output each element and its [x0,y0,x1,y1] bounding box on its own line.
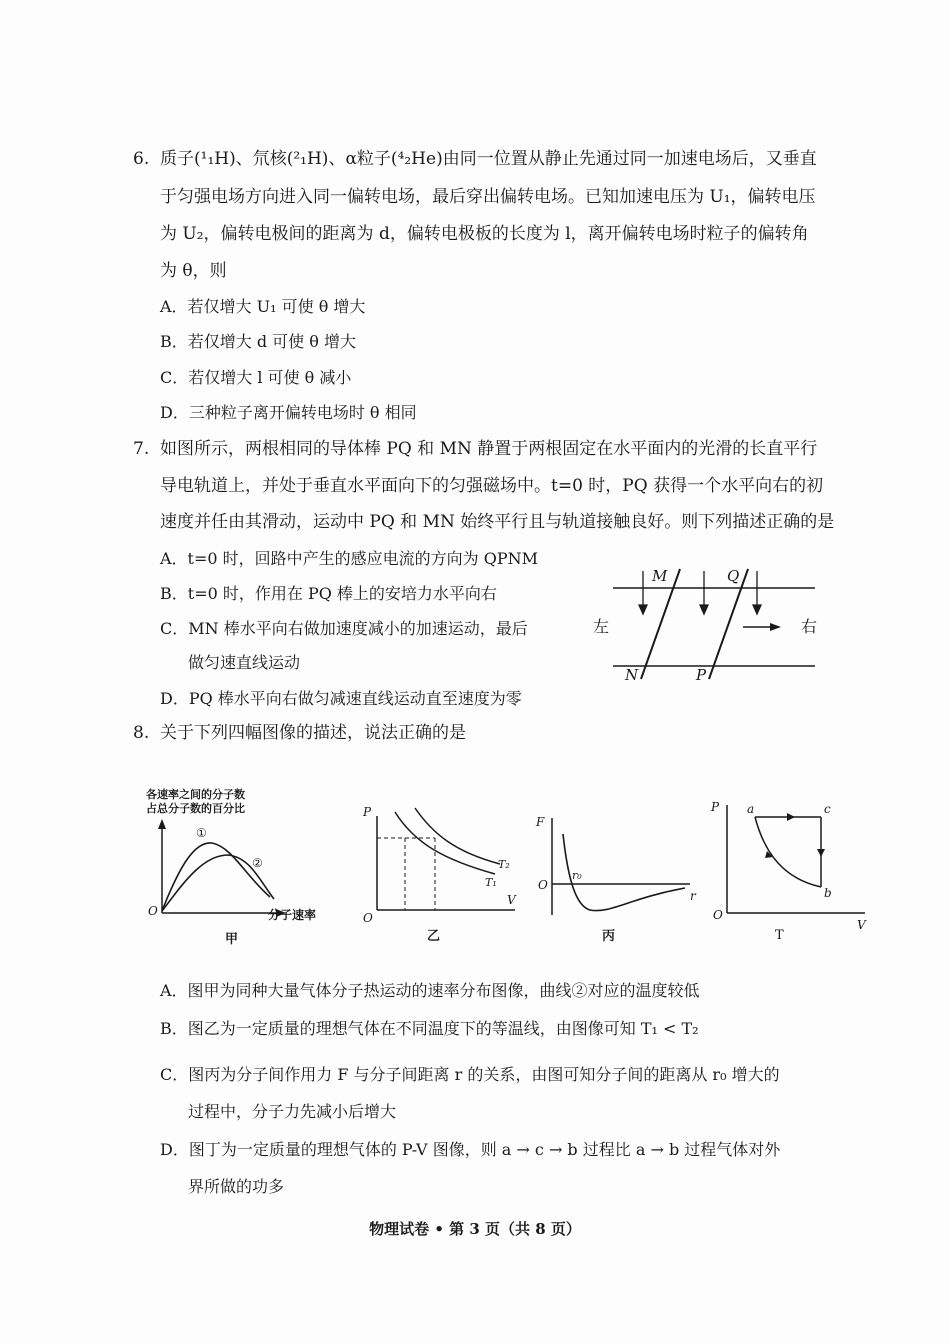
ding-b: b [824,886,832,900]
q6-option-d: D．三种粒子离开偏转电场时 θ 相同 [160,403,417,422]
yi-ylabel: P [363,805,372,819]
q8-option-c: C．图丙为分子间作用力 F 与分子间距离 r 的关系，由图可知分子间的距离从 r₀ 增大的 [160,1065,780,1084]
q8-option-c-cont: 过程中，分子力先减小后增大 [188,1102,397,1121]
jia-caption: 甲 [225,932,239,947]
q8-figure-jia [140,785,340,950]
yi-origin: O [363,911,373,925]
bing-origin: O [538,878,548,892]
q8-figure-ding [705,795,875,945]
ding-caption: T [775,928,784,943]
bing-ylabel: F [536,815,545,829]
q6-number: 6. [133,149,150,169]
q7-label-P: P [696,666,707,684]
q7-stem-line-1: 如图所示，两根相同的导体棒 PQ 和 MN 静置于两根固定在水平面内的光滑的长直平行 [160,439,818,459]
ding-xlabel: V [857,918,866,932]
yi-xlabel: V [507,893,516,907]
q6-stem-line-1: 质子(¹₁H)、氘核(²₁H)、α粒子(⁴₂He)由同一位置从静止先通过同一加速电场后，又垂直 [160,149,817,169]
jia-ylabel-2: 占总分子数的百分比 [146,802,245,815]
ding-a: a [747,802,755,816]
q7-option-b: B．t=0 时，作用在 PQ 棒上的安培力水平向右 [160,584,497,603]
q6-option-c: C．若仅增大 l 可使 θ 减小 [160,368,352,387]
jia-curve-1: ① [196,826,207,840]
q7-label-right: 右 [801,617,818,636]
q8-option-a: A．图甲为同种大量气体分子热运动的速率分布图像，曲线②对应的温度较低 [160,981,700,1000]
q8-option-d-cont: 界所做的功多 [188,1177,285,1196]
q6-stem-line-4: 为 θ，则 [160,261,227,281]
jia-origin: O [148,904,158,918]
q8-number: 8. [133,723,150,743]
q8-figure-yi [355,800,525,950]
q8-option-b: B．图乙为一定质量的理想气体在不同温度下的等温线，由图像可知 T₁ < T₂ [160,1019,699,1038]
bing-xlabel: r [690,889,696,903]
yi-T1: T₁ [485,876,497,889]
q6-option-b: B．若仅增大 d 可使 θ 增大 [160,332,356,351]
q8-figure-bing [530,810,700,950]
q8-stem: 关于下列四幅图像的描述，说法正确的是 [160,723,466,743]
q7-label-M: M [652,567,668,585]
q8-option-d: D．图丁为一定质量的理想气体的 P-V 图像，则 a → c → b 过程比 a → b 过程气体对外 [160,1140,781,1159]
jia-curve-2: ② [252,856,263,870]
q7-rail-figure [585,555,825,690]
q6-stem-line-3: 为 U₂，偏转电极间的距离为 d，偏转电极板的长度为 l，离开偏转电场时粒子的偏转角 [160,224,809,244]
bing-r0: r₀ [572,869,582,882]
q7-label-left: 左 [593,617,610,636]
q7-number: 7. [133,439,150,459]
q7-option-a: A．t=0 时，回路中产生的感应电流的方向为 QPNM [160,549,539,568]
q7-stem-line-2: 导电轨道上，并处于垂直水平面向下的匀强磁场中。t=0 时，PQ 获得一个水平向右的初 [160,476,824,496]
bing-caption: 丙 [602,929,616,944]
q7-option-d: D．PQ 棒水平向右做匀减速直线运动直至速度为零 [160,689,522,708]
jia-ylabel-1: 各速率之间的分子数 [146,788,245,801]
q7-option-c: C．MN 棒水平向右做加速度减小的加速运动，最后 [160,619,528,638]
ding-c: c [824,802,831,816]
yi-T2: T₂ [498,858,510,871]
yi-caption: 乙 [427,929,441,944]
q7-option-c-cont: 做匀速直线运动 [188,653,301,672]
jia-xlabel: 分子速率 [268,908,317,922]
ding-ylabel: P [711,800,720,814]
page-footer: 物理试卷 • 第 3 页（共 8 页） [369,1220,581,1238]
q6-stem-line-2: 于匀强电场方向进入同一偏转电场，最后穿出偏转电场。已知加速电压为 U₁，偏转电压 [160,187,816,207]
q7-label-N: N [625,666,639,684]
q7-label-Q: Q [727,567,740,585]
ding-origin: O [713,908,723,922]
q6-option-a: A．若仅增大 U₁ 可使 θ 增大 [160,297,366,316]
q7-stem-line-3: 速度并任由其滑动，运动中 PQ 和 MN 始终平行且与轨道接触良好。则下列描述正确的是 [160,512,835,532]
